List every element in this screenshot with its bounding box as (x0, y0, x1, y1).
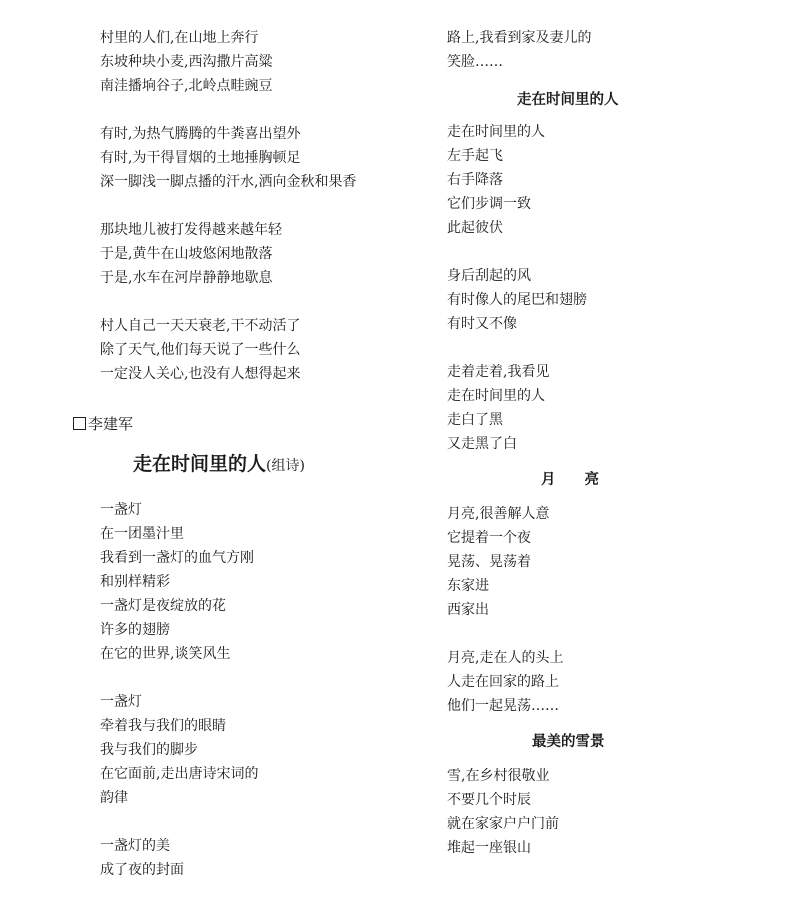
poem-line: 右手降落 (447, 172, 503, 188)
poem-line: 笑脸…… (447, 54, 503, 70)
poem-line: 在一团墨汁里 (100, 526, 184, 542)
poem-line: 它们步调一致 (447, 196, 531, 212)
poem-line: 有时,为热气腾腾的牛粪喜出望外 (100, 126, 301, 142)
poem-line: 有时,为干得冒烟的土地捶胸顿足 (100, 150, 301, 166)
poem-line: 走白了黑 (447, 412, 503, 428)
poem-line: 就在家家户户门前 (447, 816, 559, 832)
main-title-subtitle: (组诗) (266, 458, 305, 474)
poem-line: 于是,水车在河岸静静地歇息 (100, 270, 273, 286)
poem-line: 月亮,走在人的头上 (447, 650, 564, 666)
poem-line: 除了天气,他们每天说了一些什么 (100, 342, 301, 358)
poem-line: 堆起一座银山 (447, 840, 531, 856)
poem-line: 和别样精彩 (100, 574, 170, 590)
section-heading-time-walker: 走在时间里的人 (517, 92, 619, 108)
poem-line: 我与我们的脚步 (100, 742, 198, 758)
poem-line: 那块地儿被打发得越来越年轻 (100, 222, 282, 238)
poem-line: 不要几个时辰 (447, 792, 531, 808)
poem-line: 一盏灯的美 (100, 838, 170, 854)
section-heading-moon: 月 亮 (541, 472, 599, 488)
poem-line: 此起彼伏 (447, 220, 503, 236)
poem-line: 它提着一个夜 (447, 530, 531, 546)
poem-line: 在它面前,走出唐诗宋词的 (100, 766, 259, 782)
poem-line: 韵律 (100, 790, 128, 806)
poem-line: 走在时间里的人 (447, 388, 545, 404)
poem-line: 东坡种块小麦,西沟撒片高粱 (100, 54, 273, 70)
author-name: 李建军 (88, 415, 134, 433)
main-title (133, 451, 305, 479)
poem-line: 在它的世界,谈笑风生 (100, 646, 231, 662)
poem-line: 有时像人的尾巴和翅膀 (447, 292, 587, 308)
poem-line: 许多的翅膀 (100, 622, 170, 638)
poem-line: 于是,黄牛在山坡悠闲地散落 (100, 246, 273, 262)
square-box-icon (73, 417, 86, 430)
poem-line: 一盏灯是夜绽放的花 (100, 598, 226, 614)
poem-line: 村人自己一天天衰老,干不动活了 (100, 318, 301, 334)
poem-line: 牵着我与我们的眼睛 (100, 718, 226, 734)
poem-line: 又走黑了白 (447, 436, 517, 452)
poem-line: 西家出 (447, 602, 489, 618)
main-title-text: 走在时间里的人 (133, 453, 267, 475)
author-byline (73, 413, 133, 435)
poem-line: 他们一起晃荡…… (447, 698, 559, 714)
poem-line: 身后刮起的风 (447, 268, 531, 284)
poem-line: 南洼播垧谷子,北岭点畦豌豆 (100, 78, 273, 94)
poem-line: 晃荡、晃荡着 (447, 554, 531, 570)
poem-line: 路上,我看到家及妻儿的 (447, 30, 592, 46)
poem-line: 一盏灯 (100, 502, 142, 518)
poem-line: 走在时间里的人 (447, 124, 545, 140)
poem-line: 走着走着,我看见 (447, 364, 550, 380)
section-heading-snow: 最美的雪景 (532, 734, 605, 750)
poem-line: 我看到一盏灯的血气方刚 (100, 550, 254, 566)
poem-line: 东家进 (447, 578, 489, 594)
poem-line: 村里的人们,在山地上奔行 (100, 30, 259, 46)
poem-line: 一盏灯 (100, 694, 142, 710)
poem-line: 左手起飞 (447, 148, 503, 164)
poem-line: 人走在回家的路上 (447, 674, 559, 690)
poem-line: 月亮,很善解人意 (447, 506, 550, 522)
poem-line: 一定没人关心,也没有人想得起来 (100, 366, 301, 382)
poem-line: 深一脚浅一脚点播的汗水,洒向金秋和果香 (100, 174, 357, 190)
poem-line: 雪,在乡村很敬业 (447, 768, 550, 784)
poem-line: 有时又不像 (447, 316, 517, 332)
poem-line: 成了夜的封面 (100, 862, 184, 878)
